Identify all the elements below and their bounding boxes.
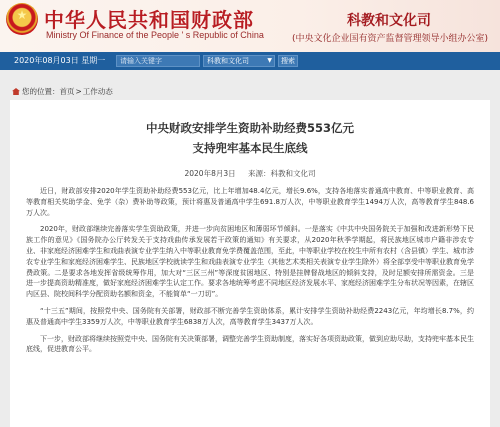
chevron-down-icon: ▼	[267, 57, 272, 64]
search-button[interactable]: 搜索	[278, 55, 298, 67]
article-body	[26, 186, 474, 361]
article-date: 2020年8月3日	[184, 169, 236, 178]
article-panel	[10, 100, 490, 427]
site-header	[0, 0, 500, 52]
article-title: 中央财政安排学生资助补助经费553亿元	[145, 121, 354, 135]
breadcrumb-section-link[interactable]: 工作动态	[82, 87, 113, 96]
breadcrumb-separator: >	[75, 87, 82, 96]
article-paragraph: 2020年，财政部继续完善落实学生资助政策，并进一步向贫困地区和薄弱环节倾斜。一是落实《中共中央国务院关于加强和改进新形势下民族工作的意见》《国务院办公厅转发关于支持戏曲传承发展若干政策的通知》有关要求，从2020年秋季学期起，将民族地区城市户籍非涉农专业、非家庭经济困难学生和戏曲表演专业学生纳入中等职业教育免学费覆盖范围，至此，中等职业学校在校生中所有农村（含县镇）学生、城市涉农专业学生和家庭经济困难学生、民族地区学校就读学生和戏曲表演专业学生（其他艺术类相关表演专业学生除外）将全部享受中等职业教育免学费政策。二是要求各地发挥省级统筹作用，加大对“三区三州”等深度贫困地区、特别是挂牌督战地区的倾斜支持，及时足额安排所需资金。三是进一步提高资助精准度，做好家庭经济困难学生认定工作。要求各地统筹考虑不同地区经济发展水平、家庭经济困难学生分布状况等因素，在辖区内区县、院校间科学分配资助名额和资金，不能简单“一刀切”。	[26, 225, 474, 299]
home-icon	[12, 88, 20, 95]
breadcrumb	[12, 86, 113, 97]
search-scope-value: 科教和文化司	[207, 57, 249, 65]
department-subtitle: (中央文化企业国有资产监督管理领导小组办公室)	[292, 34, 489, 44]
search-scope-select[interactable]	[203, 55, 275, 67]
nav-bar	[0, 52, 500, 70]
article-meta	[10, 168, 490, 179]
search-input[interactable]: 请输入关键字	[116, 55, 200, 67]
national-emblem-icon: ★	[6, 3, 38, 35]
current-date: 2020年08月03日 星期一	[14, 56, 106, 65]
ministry-name-english: Ministry Of Finance of the People ' s Republic of China	[46, 30, 264, 40]
ministry-name[interactable]: 中华人民共和国财政部	[44, 8, 254, 32]
breadcrumb-home-link[interactable]: 首页	[59, 87, 75, 96]
article-subtitle: 支持兜牢基本民生底线	[192, 141, 308, 155]
breadcrumb-bar	[0, 84, 500, 98]
breadcrumb-label: 您的位置：	[22, 87, 60, 96]
department-name[interactable]: 科教和文化司	[347, 13, 431, 29]
article-source: 来源：科教和文化司	[248, 169, 316, 178]
article-paragraph: “十三五”期间，按照党中央、国务院有关部署，财政部不断完善学生资助体系，累计安排学生资助补助经费2243亿元，年均增长8.7%，约惠及普通高中学生3359万人次，中等职业教育学生6838万人次，高等教育学生3437万人次。	[26, 306, 474, 326]
article-paragraph: 近日，财政部安排2020年学生资助补助经费553亿元，比上年增加48.4亿元，增长9.6%，支持各地落实普通高中教育、中等职业教育、高等教育相关奖助学金、免学（杂）费补助等政策，预计将惠及普通高中学生691.8万人次，中等职业教育学生1494万人次，高等教育学生848.6万人次。	[26, 187, 474, 217]
article-paragraph: 下一步，财政部将继续按照党中央、国务院有关决策部署，调整完善学生资助制度，落实好各项资助政策，做到应助尽助，支持兜牢基本民生底线，促进教育公平。	[26, 334, 474, 354]
